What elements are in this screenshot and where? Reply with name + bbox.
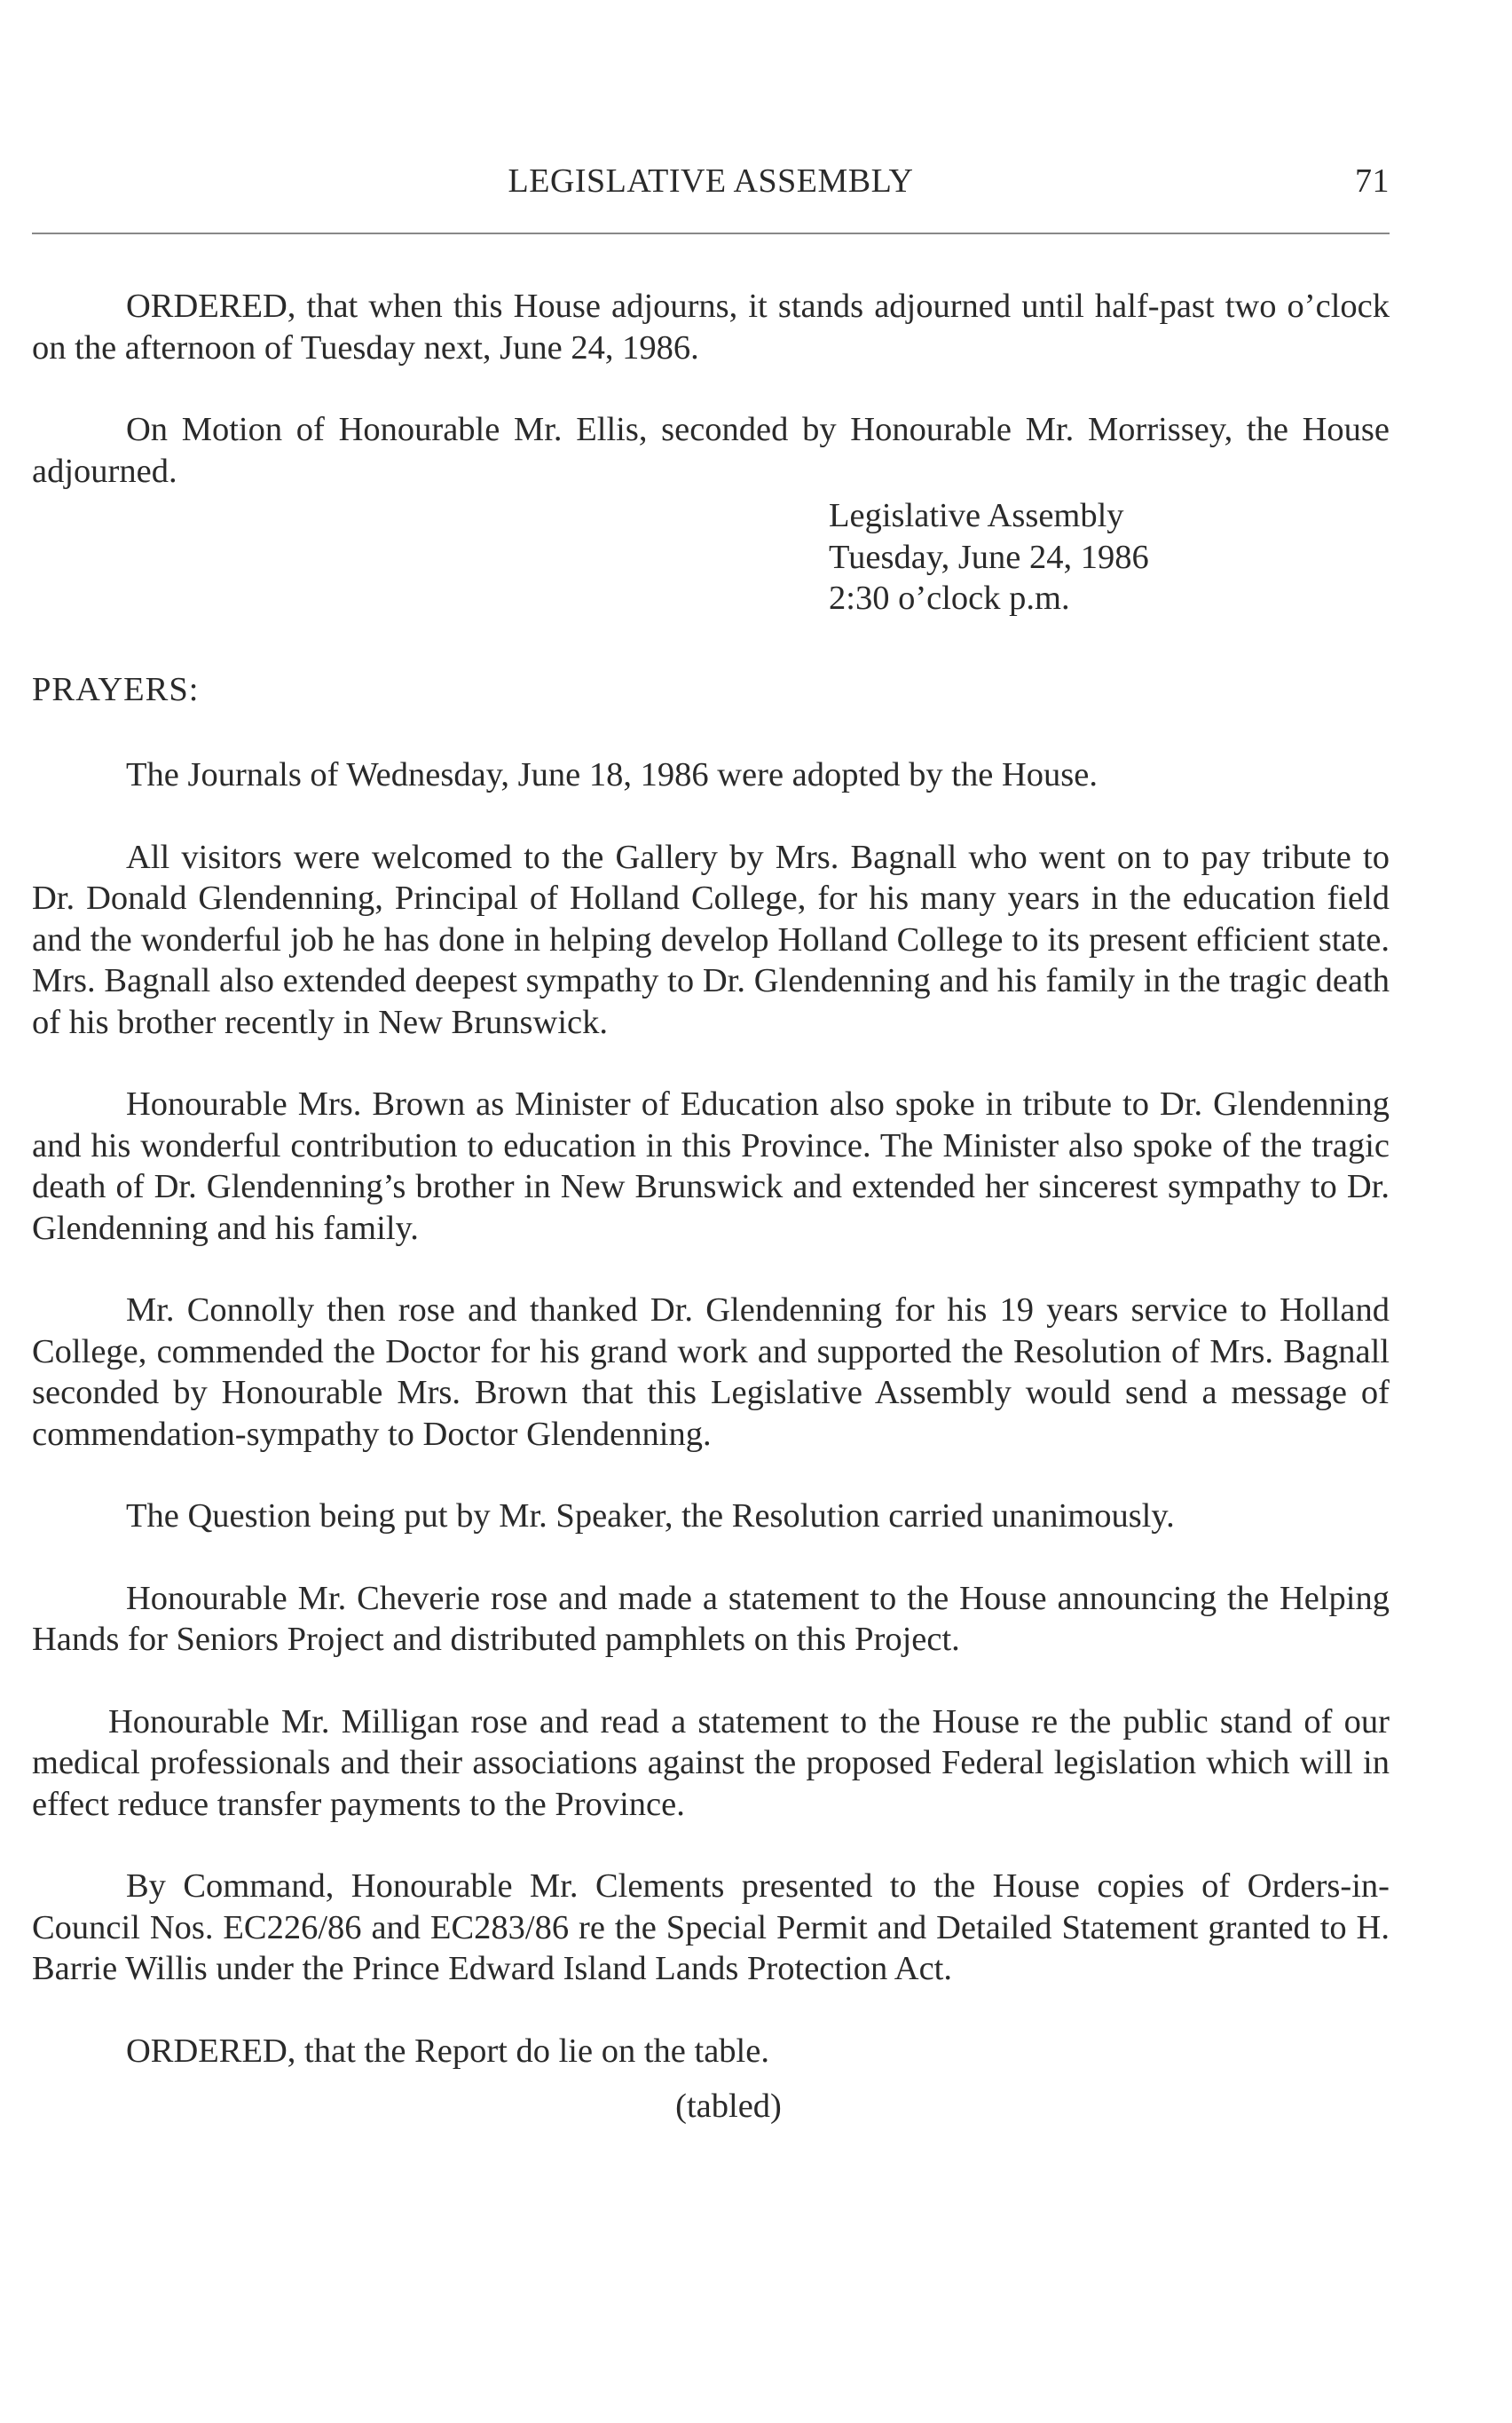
paragraph-ordered-report: ORDERED, that the Report do lie on the table.	[126, 2032, 769, 2070]
paragraph-minister-tribute: Honourable Mrs. Brown as Minister of Education also spoke in tribute to Dr. Glendenning and his wonderful contribution to education in this Province. The Minister also spoke of the tragic death of Dr. Glendenning’s brother in New Brunswick and extended her sincerest sympathy to Dr. Glendenning and his family.	[32, 1085, 1390, 1247]
running-head-title: LEGISLATIVE ASSEMBLY	[508, 162, 914, 200]
paragraph-connolly-resolution: Mr. Connolly then rose and thanked Dr. Glendenning for his 19 years service to Holland College, commended the Doctor for his grand work and supported the Resolution of Mrs. Bagnall seconded by Honourable Mrs. Brown that this Legislative Assembly would send a message of commendation-sympathy to Doctor Glendenning.	[32, 1291, 1390, 1453]
dateline-date: Tuesday, June 24, 1986	[829, 538, 1149, 576]
paragraph-milligan-statement: Honourable Mr. Milligan rose and read a statement to the House re the public stand of our medical professionals and their associations against the proposed Federal legislation which will in effect reduce transfer payments to the Province.	[32, 1702, 1390, 1823]
paragraph-cheverie-statement: Honourable Mr. Cheverie rose and made a statement to the House announcing the Helping Hands for Seniors Project and distributed pamphlets on this Project.	[32, 1579, 1390, 1658]
journal-body	[32, 286, 1390, 2127]
header-rule	[32, 233, 1390, 234]
dateline-time: 2:30 o’clock p.m.	[829, 580, 1070, 617]
sitting-dateline	[32, 495, 1390, 620]
paragraph-journals-adopted: The Journals of Wednesday, June 18, 1986 were adopted by the House.	[126, 756, 1098, 793]
paragraph-question-carried: The Question being put by Mr. Speaker, the Resolution carried unanimously.	[126, 1497, 1175, 1535]
prayers-heading: PRAYERS:	[32, 670, 200, 708]
paragraph-motion-adjourned: On Motion of Honourable Mr. Ellis, seconded by Honourable Mr. Morrissey, the House adjourned.	[32, 411, 1390, 490]
paragraph-visitors-tribute: All visitors were welcomed to the Gallery by Mrs. Bagnall who went on to pay tribute to Dr. Donald Glendenning, Principal of Holland College, for his many years in the education field and the wonderful job he has done in helping develop Holland College to its present efficient state. Mrs. Bagnall also extended deepest sympathy to Dr. Glendenning and his family in the tragic death of his brother recently in New Brunswick.	[32, 838, 1390, 1041]
running-head	[32, 162, 1390, 206]
page-number: 71	[1355, 162, 1390, 200]
paragraph-clements-orders: By Command, Honourable Mr. Clements presented to the House copies of Orders-in-Council Nos. EC226/86 and EC283/86 re the Special Permit and Detailed Statement granted to H. Barrie Willis under the Prince Edward Island Lands Protection Act.	[32, 1867, 1390, 1987]
dateline-assembly: Legislative Assembly	[829, 497, 1124, 534]
paragraph-ordered-adjourn: ORDERED, that when this House adjourns, it stands adjourned until half-past two o’clock on the afternoon of Tuesday next, June 24, 1986.	[32, 288, 1390, 367]
tabled-note: (tabled)	[675, 2088, 782, 2125]
